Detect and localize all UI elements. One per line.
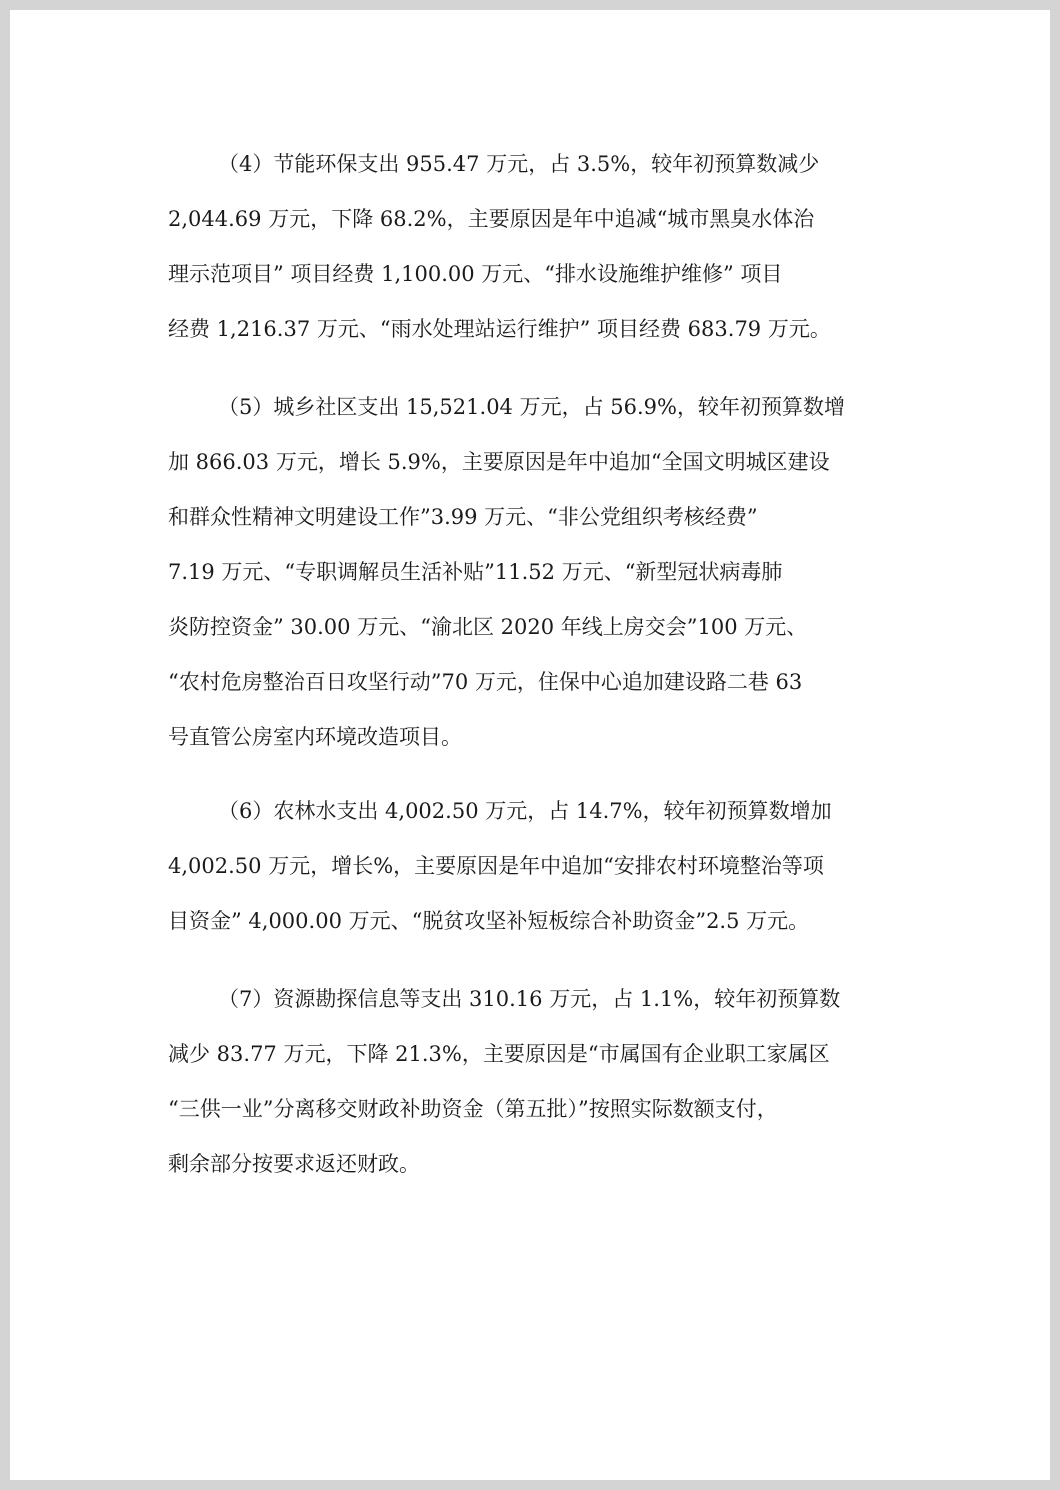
paragraph-line: 剩余部分按要求返还财政。 [168,1152,420,1176]
paragraph-line: 号直管公房室内环境改造项目。 [168,725,462,749]
paragraph-line: （7）资源勘探信息等支出 310.16 万元，占 1.1%，较年初预算数 [218,987,841,1011]
paragraph-line: 炎防控资金” 30.00 万元、“渝北区 2020 年线上房交会”100 万元、 [168,615,808,639]
paragraph-4 [168,137,928,357]
paragraph-line: 加 866.03 万元，增长 5.9%，主要原因是年中追加“全国文明城区建设 [168,450,830,474]
paragraph-line: 理示范项目” 项目经费 1,100.00 万元、“排水设施维护维修” 项目 [168,262,783,286]
paragraph-line: 经费 1,216.37 万元、“雨水处理站运行维护” 项目经费 683.79 万元。 [168,317,831,341]
paragraph-line: 4,002.50 万元，增长%，主要原因是年中追加“安排农村环境整治等项 [168,854,824,878]
paragraph-line: 7.19 万元、“专职调解员生活补贴”11.52 万元、“新型冠状病毒肺 [168,560,783,584]
paragraph-5 [168,380,928,765]
paragraph-line: “三供一业”分离移交财政补助资金（第五批）”按照实际数额支付， [168,1097,778,1121]
paragraph-line: （6）农林水支出 4,002.50 万元，占 14.7%，较年初预算数增加 [218,799,832,823]
paragraph-line: 目资金” 4,000.00 万元、“脱贫攻坚补短板综合补助资金”2.5 万元。 [168,909,810,933]
document-page [10,10,1050,1480]
paragraph-line: 和群众性精神文明建设工作”3.99 万元、“非公党组织考核经费” [168,505,758,529]
paragraph-7 [168,972,928,1192]
paragraph-6 [168,784,928,949]
paragraph-line: 2,044.69 万元，下降 68.2%，主要原因是年中追减“城市黑臭水体治 [168,207,815,231]
paragraph-line: （5）城乡社区支出 15,521.04 万元，占 56.9%，较年初预算数增 [218,395,845,419]
paragraph-line: 减少 83.77 万元，下降 21.3%，主要原因是“市属国有企业职工家属区 [168,1042,830,1066]
paragraph-line: （4）节能环保支出 955.47 万元，占 3.5%，较年初预算数减少 [218,152,820,176]
paragraph-line: “农村危房整治百日攻坚行动”70 万元，住保中心追加建设路二巷 63 [168,670,803,694]
